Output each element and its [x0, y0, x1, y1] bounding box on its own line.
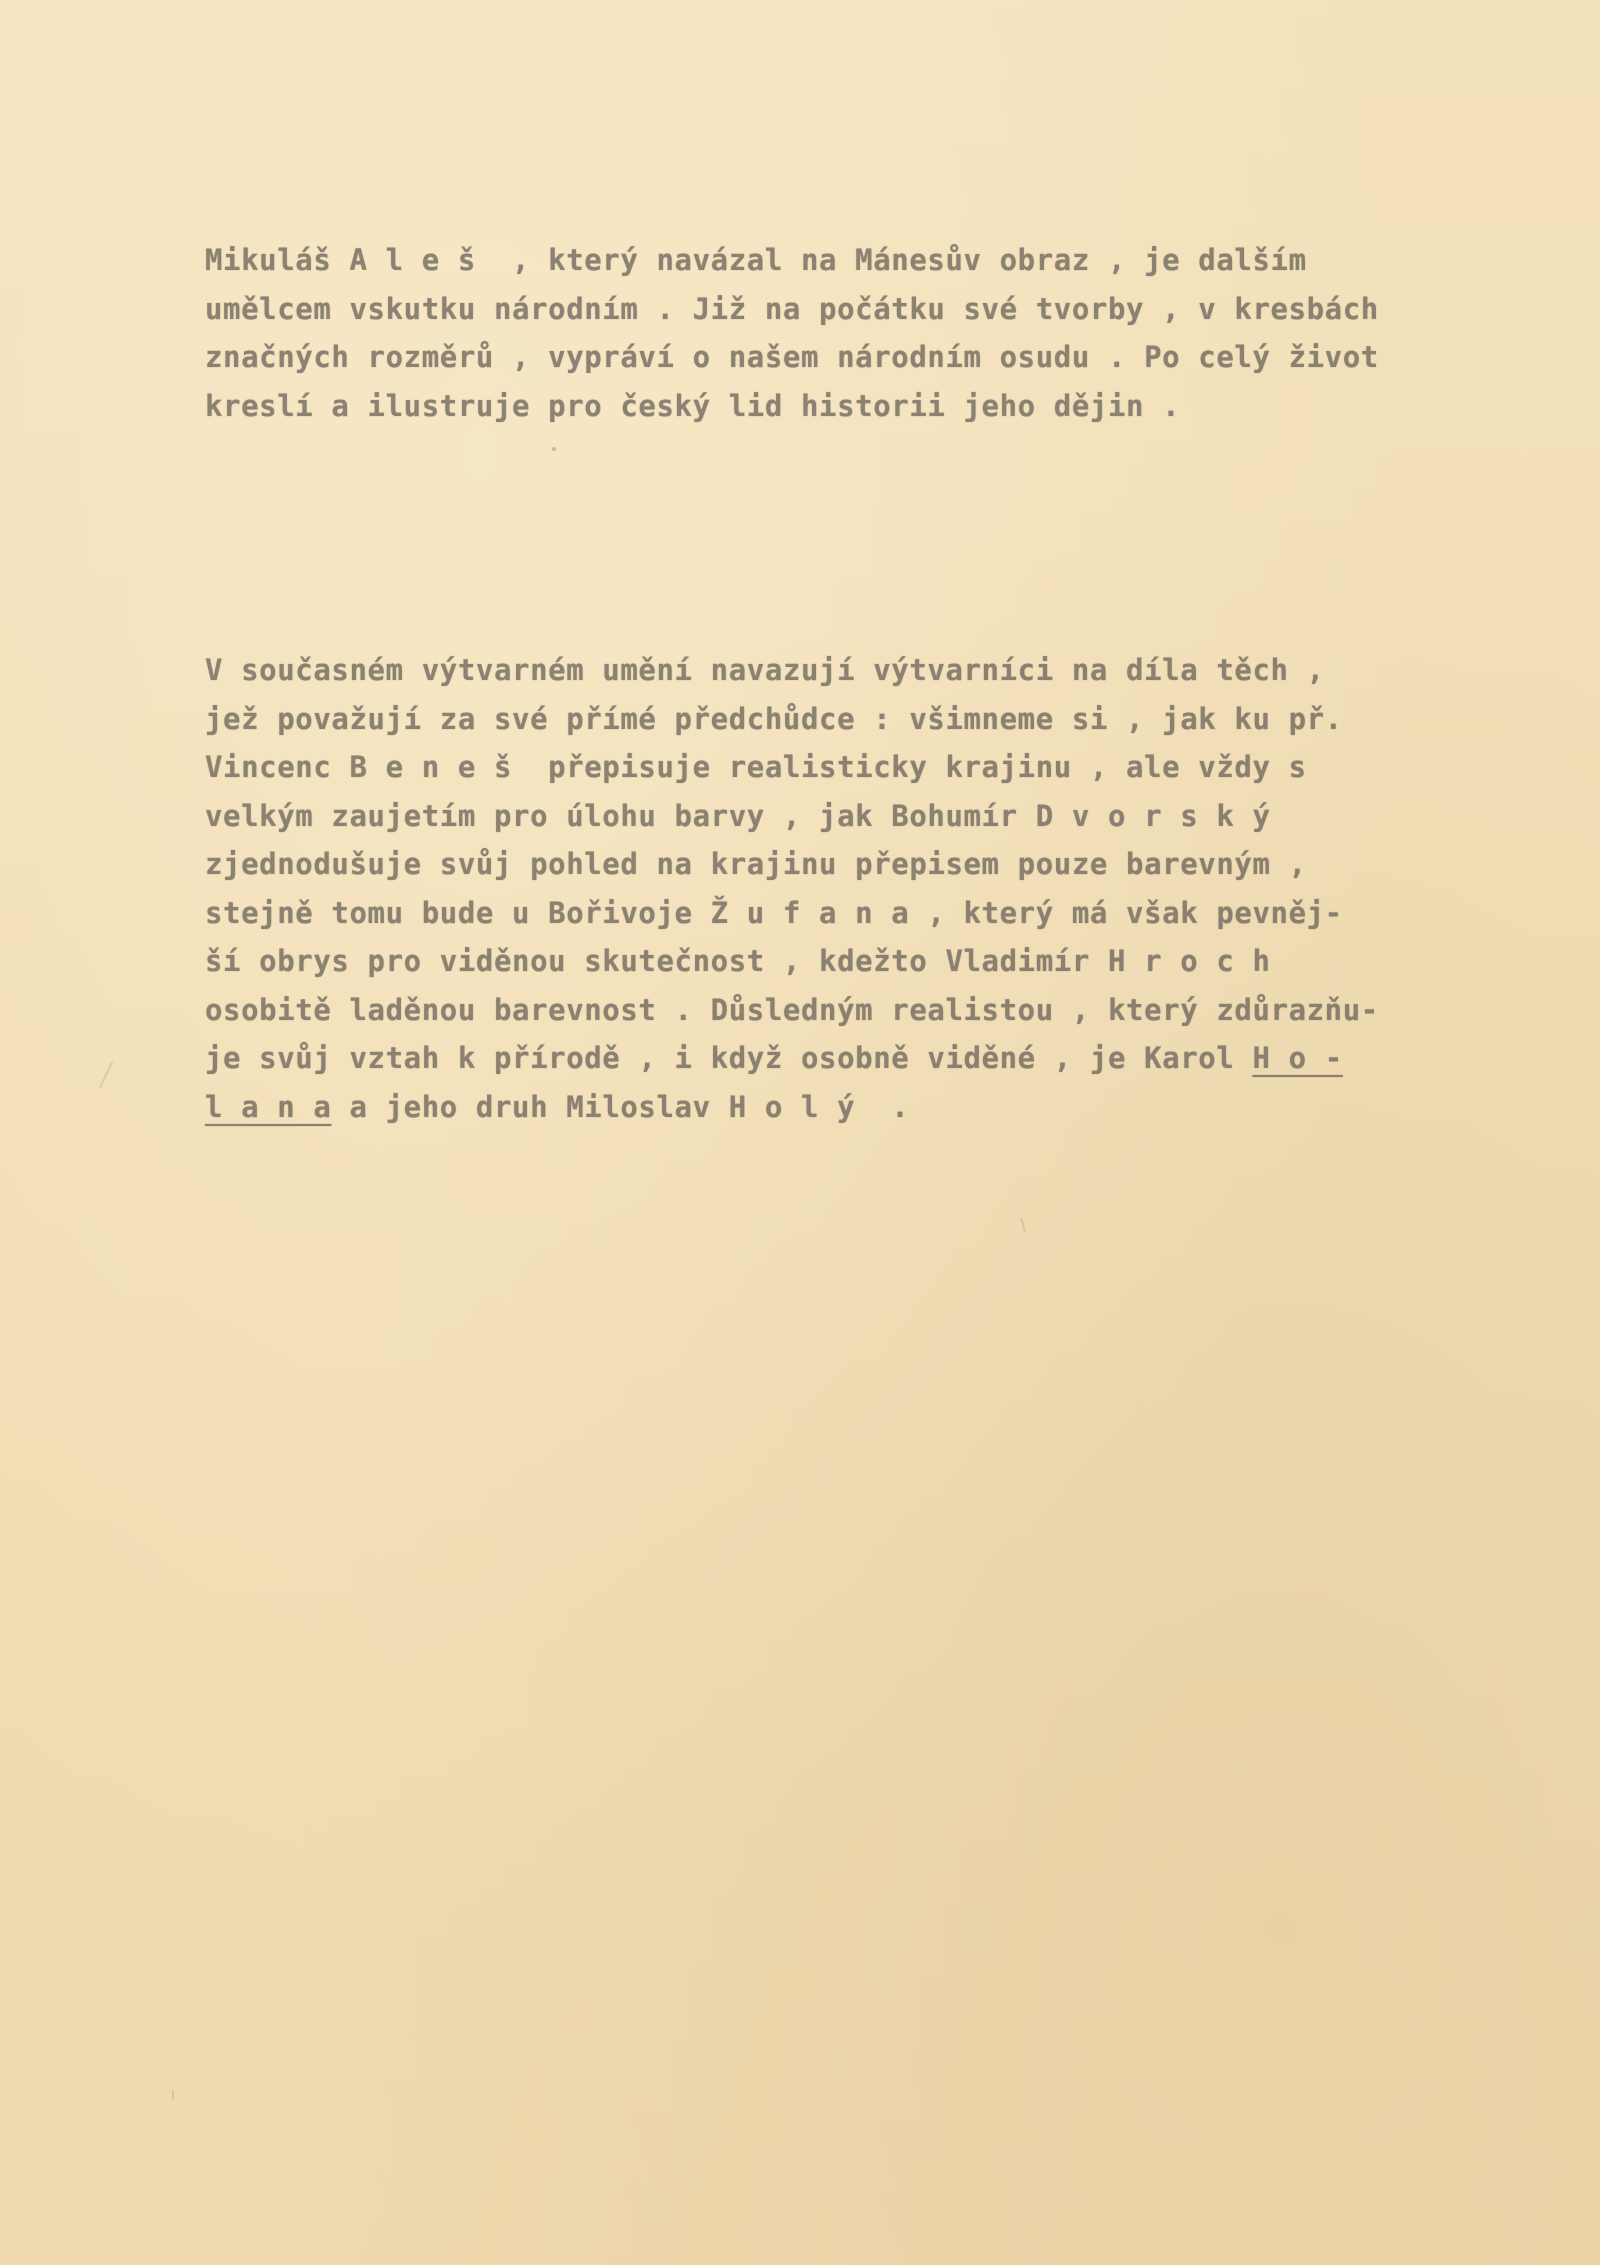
text-line: velkým zaujetím pro úlohu barvy , jak Bohumír D v o r s k ý [205, 798, 1271, 833]
text-line [205, 1083, 1505, 1132]
paper-mark [99, 1061, 113, 1089]
text-line: značných rozměrů , vypráví o našem národním osudu . Po celý život [205, 340, 1379, 374]
text-line: zjednodušuje svůj pohled na krajinu přepisem pouze barevným , [205, 847, 1307, 881]
paper-mark [1020, 1218, 1026, 1232]
text-line [205, 1034, 1505, 1083]
underlined-name-part: H o - [1252, 1041, 1343, 1075]
text-line: V současném výtvarném umění navazují výtvarníci na díla těch , [205, 653, 1325, 687]
text-line: umělcem vskutku národním . Již na počátku své tvorby , v kresbách [205, 291, 1379, 326]
paragraph-contemporary-art [205, 646, 1505, 1131]
text-line: ší obrys pro viděnou skutečnost , kdežto Vladimír H r o c h [205, 944, 1271, 978]
text-segment: a jeho druh Miloslav H o l ý . [331, 1089, 910, 1124]
paper-mark [172, 2090, 174, 2100]
text-line: Vincenc B e n e š přepisuje realisticky krajinu , ale vždy s [205, 750, 1307, 784]
text-line: Mikuláš A l e š , který navázal na Mánesův obraz , je dalším [205, 243, 1307, 277]
text-line: kreslí a ilustruje pro český lid historii jeho dějin . [205, 388, 1181, 423]
underlined-name-part: l a n a [205, 1089, 332, 1124]
paper-speck [552, 447, 556, 451]
text-segment: je svůj vztah k přírodě , i když osobně viděné , je Karol [205, 1041, 1253, 1075]
text-line: stejně tomu bude u Bořivoje Ž u f a n a , který má však pevněj- [205, 895, 1343, 930]
paragraph-ales [205, 236, 1505, 430]
text-line: jež považují za své přímé předchůdce : všimneme si , jak ku př. [205, 701, 1343, 736]
text-line: osobitě laděnou barevnost . Důsledným realistou , který zdůrazňu- [205, 992, 1379, 1027]
